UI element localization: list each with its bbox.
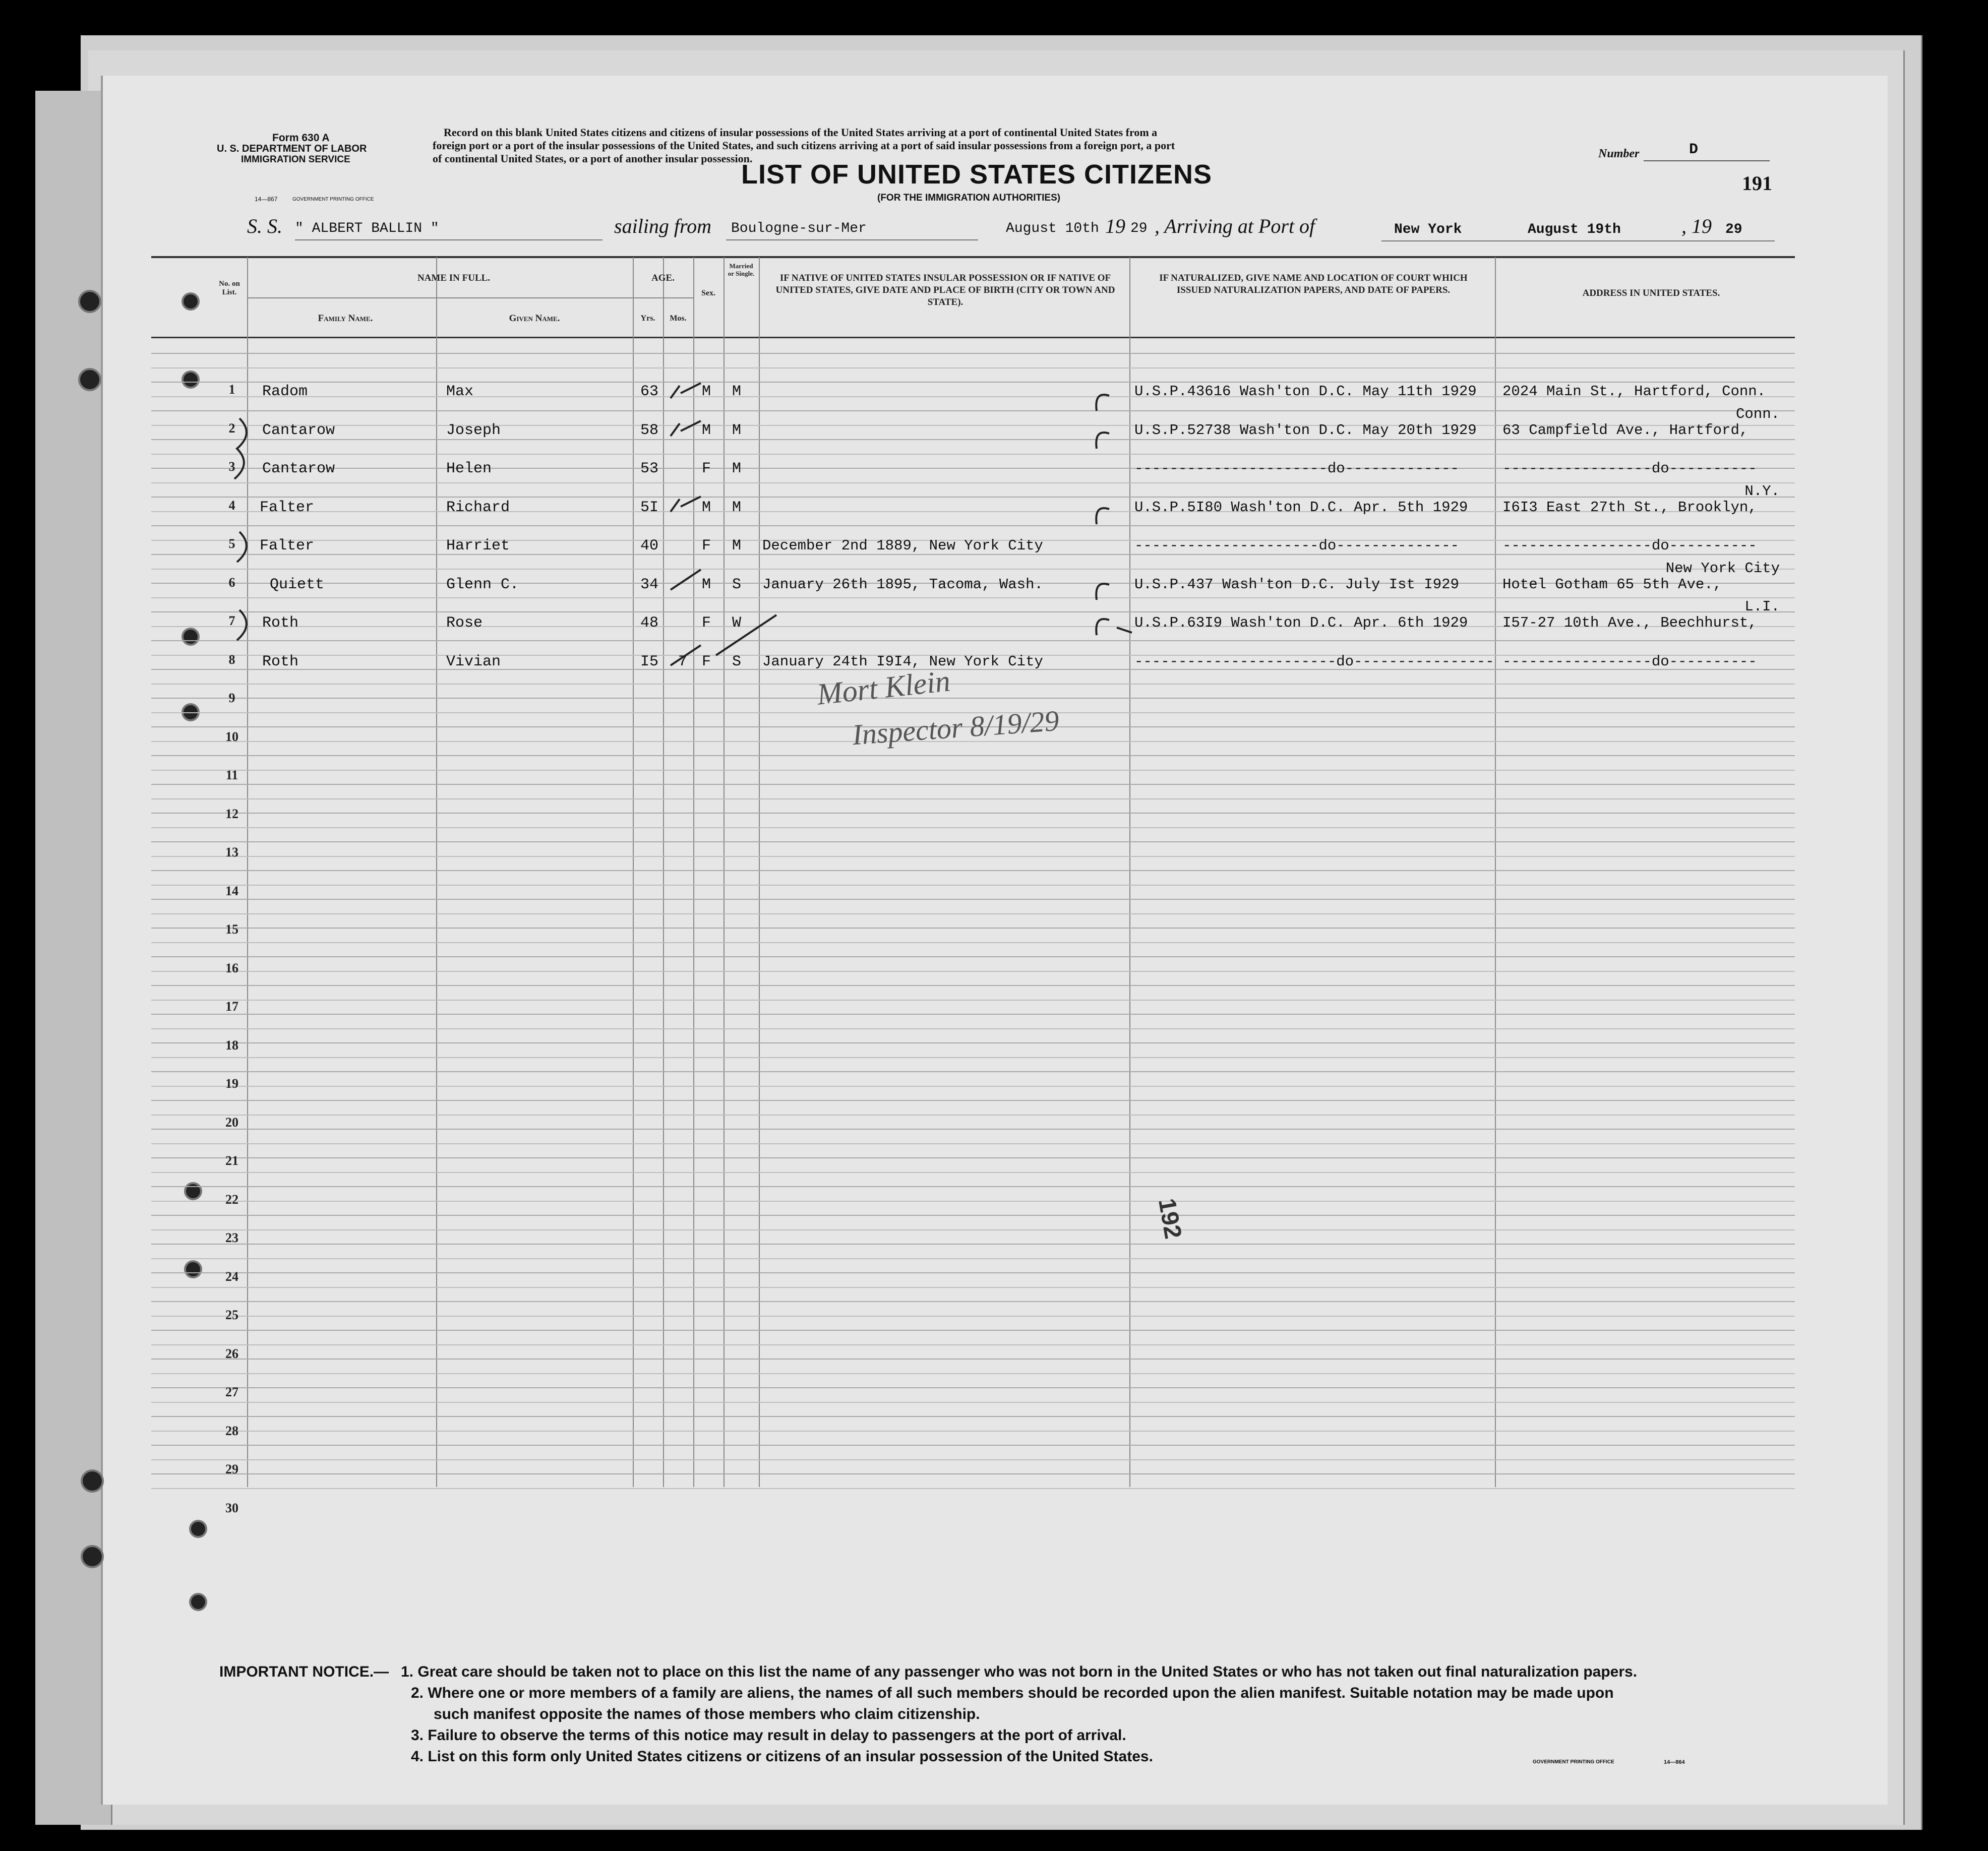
address-top: L.I. [1744, 598, 1780, 615]
row-number: 26 [225, 1346, 238, 1361]
age-years: 48 [640, 614, 659, 632]
row-number: 30 [225, 1500, 238, 1515]
sex: M [702, 576, 711, 593]
page-title: LIST OF UNITED STATES CITIZENS [741, 159, 1212, 190]
marital-status: M [732, 421, 742, 439]
row-number: 21 [225, 1153, 238, 1168]
naturalization-info: U.S.P.52738 Wash'ton D.C. May 20th 1929 [1134, 421, 1477, 439]
col-header-given: Given Name. [509, 313, 560, 324]
sex: F [702, 460, 711, 477]
departure-port: Boulogne-sur-Mer [731, 221, 867, 236]
row-number: 16 [225, 960, 238, 975]
gpo-footer: GOVERNMENT PRINTING OFFICE [1533, 1759, 1614, 1765]
notice-item-2: 2. Where one or more members of a family are aliens, the names of all such members should be recorded upon the alien manifest. Suitable notation may be made upon [411, 1685, 1614, 1701]
given-name: Max [446, 383, 474, 400]
naturalization-info: U.S.P.5I80 Wash'ton D.C. Apr. 5th 1929 [1134, 499, 1468, 516]
row-number: 22 [225, 1192, 238, 1207]
col-header-birth: IF NATIVE OF UNITED STATES INSULAR POSSESSION OR IF NATIVE OF UNITED STATES, GIVE DATE AND PLACE OF BIRTH (CITY OR TOWN AND STATE). [775, 273, 1115, 307]
row-number: 9 [228, 691, 235, 705]
age-years: 34 [640, 576, 659, 593]
row-number: 4 [228, 498, 235, 513]
notice-heading: IMPORTANT NOTICE.— [219, 1663, 389, 1680]
sex: F [702, 614, 711, 632]
given-name: Helen [446, 460, 492, 477]
number-value: D [1689, 141, 1699, 158]
row-number: 5 [228, 536, 235, 551]
row-number: 12 [225, 806, 238, 821]
family-name: Cantarow [262, 460, 335, 477]
row-number: 28 [225, 1423, 238, 1438]
birth-info: January 26th 1895, Tacoma, Wash. [762, 576, 1043, 593]
sex: F [702, 653, 711, 670]
given-name: Rose [446, 614, 483, 632]
row-number: 27 [225, 1385, 238, 1399]
instructions-line-1: Record on this blank United States citizens and citizens of insular possessions of the United States arriving at a port of continental United States from a [444, 126, 1158, 139]
row-number: 17 [225, 999, 238, 1014]
row-number: 13 [225, 845, 238, 859]
inspector-date: Inspector 8/19/29 [851, 704, 1060, 752]
row-number: 20 [225, 1115, 238, 1130]
page-number: 191 [1742, 172, 1772, 195]
row-number: 1 [228, 382, 235, 397]
address: -----------------do---------- [1502, 460, 1757, 477]
check-mark [234, 383, 1132, 665]
family-name: Falter [260, 499, 315, 516]
marital-status: W [732, 614, 742, 632]
address: 63 Campfield Ave., Hartford, [1502, 421, 1749, 439]
naturalization-info: -----------------------do---------------- [1134, 653, 1494, 670]
arrival-date: August 19th [1528, 222, 1621, 237]
age-years: I5 [640, 653, 659, 670]
form-number: Form 630 A [272, 132, 330, 144]
col-header-naturalized: IF NATURALIZED, GIVE NAME AND LOCATION OF COURT WHICH ISSUED NATURALIZATION PAPERS, AND DATE OF PAPERS. [1159, 273, 1468, 295]
marital-status: M [732, 499, 742, 516]
col-header-sex: Sex. [701, 289, 715, 297]
ss-label: S. S. [247, 215, 282, 237]
row-number: 19 [225, 1076, 238, 1091]
sex: M [702, 383, 711, 400]
marital-status: S [732, 653, 742, 670]
address: -----------------do---------- [1502, 653, 1757, 670]
address: I57-27 10th Ave., Beechhurst, [1502, 614, 1757, 631]
row-number: 6 [228, 575, 235, 590]
age-years: 53 [640, 460, 659, 477]
row-number: 11 [225, 768, 238, 782]
arrival-port: New York [1394, 222, 1462, 237]
age-years: 5I [640, 499, 659, 516]
page-subtitle: (FOR THE IMMIGRATION AUTHORITIES) [877, 193, 1061, 203]
age-years: 40 [640, 537, 659, 554]
col-header-mos: Mos. [670, 314, 687, 323]
family-name: Falter [260, 537, 315, 554]
notice-item-1: 1. Great care should be taken not to place on this list the name of any passenger who was not born in the United States or who has not taken out final naturalization papers. [401, 1663, 1638, 1680]
row-number: 14 [225, 883, 238, 898]
given-name: Vivian [446, 653, 501, 670]
col-header-yrs: Yrs. [640, 314, 655, 323]
sailing-label: sailing from [614, 215, 711, 237]
age-years: 58 [640, 421, 659, 439]
arriving-label: , Arriving at Port of [1155, 215, 1315, 237]
given-name: Harriet [446, 537, 510, 554]
stamp-number: 192 [1153, 1196, 1187, 1241]
form-code-footer: 14—864 [1664, 1759, 1685, 1765]
row-number: 3 [228, 459, 235, 474]
family-name: Quiett [270, 576, 325, 593]
print-code: 14—867 [255, 196, 278, 203]
col-header-address: ADDRESS IN UNITED STATES. [1582, 288, 1720, 298]
inspector-signature: Mort Klein [815, 664, 952, 711]
address: I6I3 East 27th St., Brooklyn, [1502, 499, 1757, 516]
row-number: 29 [225, 1462, 238, 1476]
row-number: 8 [228, 652, 235, 667]
address: -----------------do---------- [1502, 537, 1757, 554]
address-top: Conn. [1735, 405, 1780, 422]
instructions-line-2: foreign port or a port of the insular possessions of the United States, and such citizens arriving at a port of said insular possessions from a foreign port, a port [433, 139, 1175, 152]
row-number: 25 [225, 1308, 238, 1322]
address-top: N.Y. [1744, 482, 1780, 500]
departure-year: 29 [1130, 221, 1148, 236]
instructions-line-3: of continental United States, or a port of another insular possession. [433, 152, 753, 165]
sex: F [702, 537, 711, 554]
given-name: Richard [446, 499, 510, 516]
col-header-no: No. on List. [219, 280, 240, 296]
col-header-family: Family Name. [318, 313, 373, 324]
family-name: Roth [262, 653, 299, 670]
marital-status: M [732, 537, 742, 554]
sex: M [702, 499, 711, 516]
row-number: 24 [225, 1269, 238, 1284]
age-months: 7 [678, 653, 688, 670]
departure-year-prefix: 19 [1105, 215, 1125, 237]
address: 2024 Main St., Hartford, Conn. [1502, 383, 1766, 400]
marital-status: M [732, 460, 742, 477]
given-name: Joseph [446, 421, 501, 439]
col-header-married: Married or Single. [728, 262, 755, 277]
department-name: U. S. DEPARTMENT OF LABOR [217, 143, 367, 154]
arrival-year: 29 [1725, 222, 1742, 237]
row-number: 10 [225, 729, 238, 744]
row-number: 18 [225, 1037, 238, 1053]
marital-status: S [732, 576, 742, 593]
departure-date: August 10th [1006, 221, 1099, 236]
sex: M [702, 421, 711, 439]
naturalization-info: U.S.P.43616 Wash'ton D.C. May 11th 1929 [1134, 383, 1477, 400]
row-number: 15 [225, 922, 238, 937]
naturalization-info: ----------------------do------------- [1134, 460, 1459, 477]
gpo-small: GOVERNMENT PRINTING OFFICE [292, 197, 374, 202]
address-top: New York City [1665, 560, 1780, 577]
notice-item-2-cont: such manifest opposite the names of those members who claim citizenship. [434, 1706, 980, 1722]
ship-name: " ALBERT BALLIN " [295, 221, 439, 236]
notice-item-4: 4. List on this form only United States citizens or citizens of an insular possession of the United States. [411, 1748, 1153, 1765]
col-header-name: NAME IN FULL. [417, 273, 491, 283]
marital-status: M [732, 383, 742, 400]
naturalization-info: U.S.P.437 Wash'ton D.C. July Ist I929 [1134, 576, 1459, 593]
given-name: Glenn C. [446, 576, 519, 593]
notice-item-3: 3. Failure to observe the terms of this notice may result in delay to passengers at the port of arrival. [411, 1727, 1126, 1744]
arrival-year-prefix: , 19 [1681, 215, 1712, 237]
naturalization-info: ---------------------do-------------- [1134, 537, 1459, 554]
family-name: Radom [262, 383, 308, 400]
address: Hotel Gotham 65 5th Ave., [1502, 576, 1722, 593]
row-number: 7 [228, 613, 235, 628]
row-number: 23 [225, 1230, 238, 1245]
age-years: 63 [640, 383, 659, 400]
birth-info: January 24th I9I4, New York City [762, 653, 1043, 670]
birth-info: December 2nd 1889, New York City [762, 537, 1043, 554]
col-header-age: AGE. [651, 273, 675, 283]
row-number: 2 [228, 420, 235, 436]
family-name: Roth [262, 614, 299, 632]
family-name: Cantarow [262, 421, 335, 439]
number-label: Number [1598, 147, 1640, 160]
service-name: IMMIGRATION SERVICE [241, 154, 350, 165]
naturalization-info: U.S.P.63I9 Wash'ton D.C. Apr. 6th 1929 [1134, 614, 1468, 631]
